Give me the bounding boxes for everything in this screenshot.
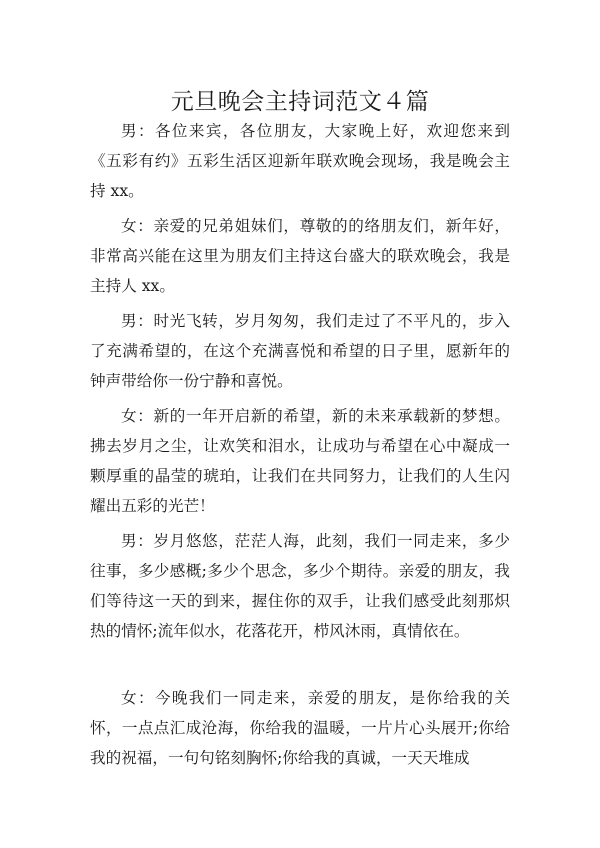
document-title: 元旦晚会主持词范文４篇 xyxy=(170,89,430,116)
paragraph-host-male-2: 男：时光飞转，岁月匆匆，我们走过了不平凡的，步入了充满希望的，在这个充满喜悦和希望的日子里，愿新年的钟声带给你一份宁静和喜悦。 xyxy=(90,312,510,390)
paragraph-host-female-1: 女：亲爱的兄弟姐妹们，尊敬的的络朋友们，新年好，非常高兴能在这里为朋友们主持这台盛大的联欢晚会，我是主持人 xx。 xyxy=(90,217,510,295)
paragraph-host-female-2: 女：新的一年开启新的希望，新的未来承载新的梦想。拂去岁月之尘，让欢笑和泪水，让成功与希望在心中凝成一颗厚重的晶莹的琥珀，让我们在共同努力，让我们的人生闪耀出五彩的光芒！ xyxy=(90,407,510,515)
paragraph-host-male-3: 男：岁月悠悠，茫茫人海，此刻，我们一同走来，多少往事，多少感概;多少个思念，多少个期待。亲爱的朋友，我们等待这一天的到来，握住你的双手，让我们感受此刻那炽热的情怀;流年似水，花落花开，栉风沐雨，真情依在。 xyxy=(90,532,510,640)
paragraph-host-female-3: 女：今晚我们一同走来，亲爱的朋友，是你给我的关怀，一点点汇成沧海，你给我的温暖，一片片心头展开;你给我的祝福，一句句铭刻胸怀;你给我的真诚，一天天堆成 xyxy=(90,689,510,767)
paragraph-host-male-1: 男：各位来宾，各位朋友，大家晚上好，欢迎您来到《五彩有约》五彩生活区迎新年联欢晚会现场，我是晚会主持 xx。 xyxy=(90,122,510,200)
